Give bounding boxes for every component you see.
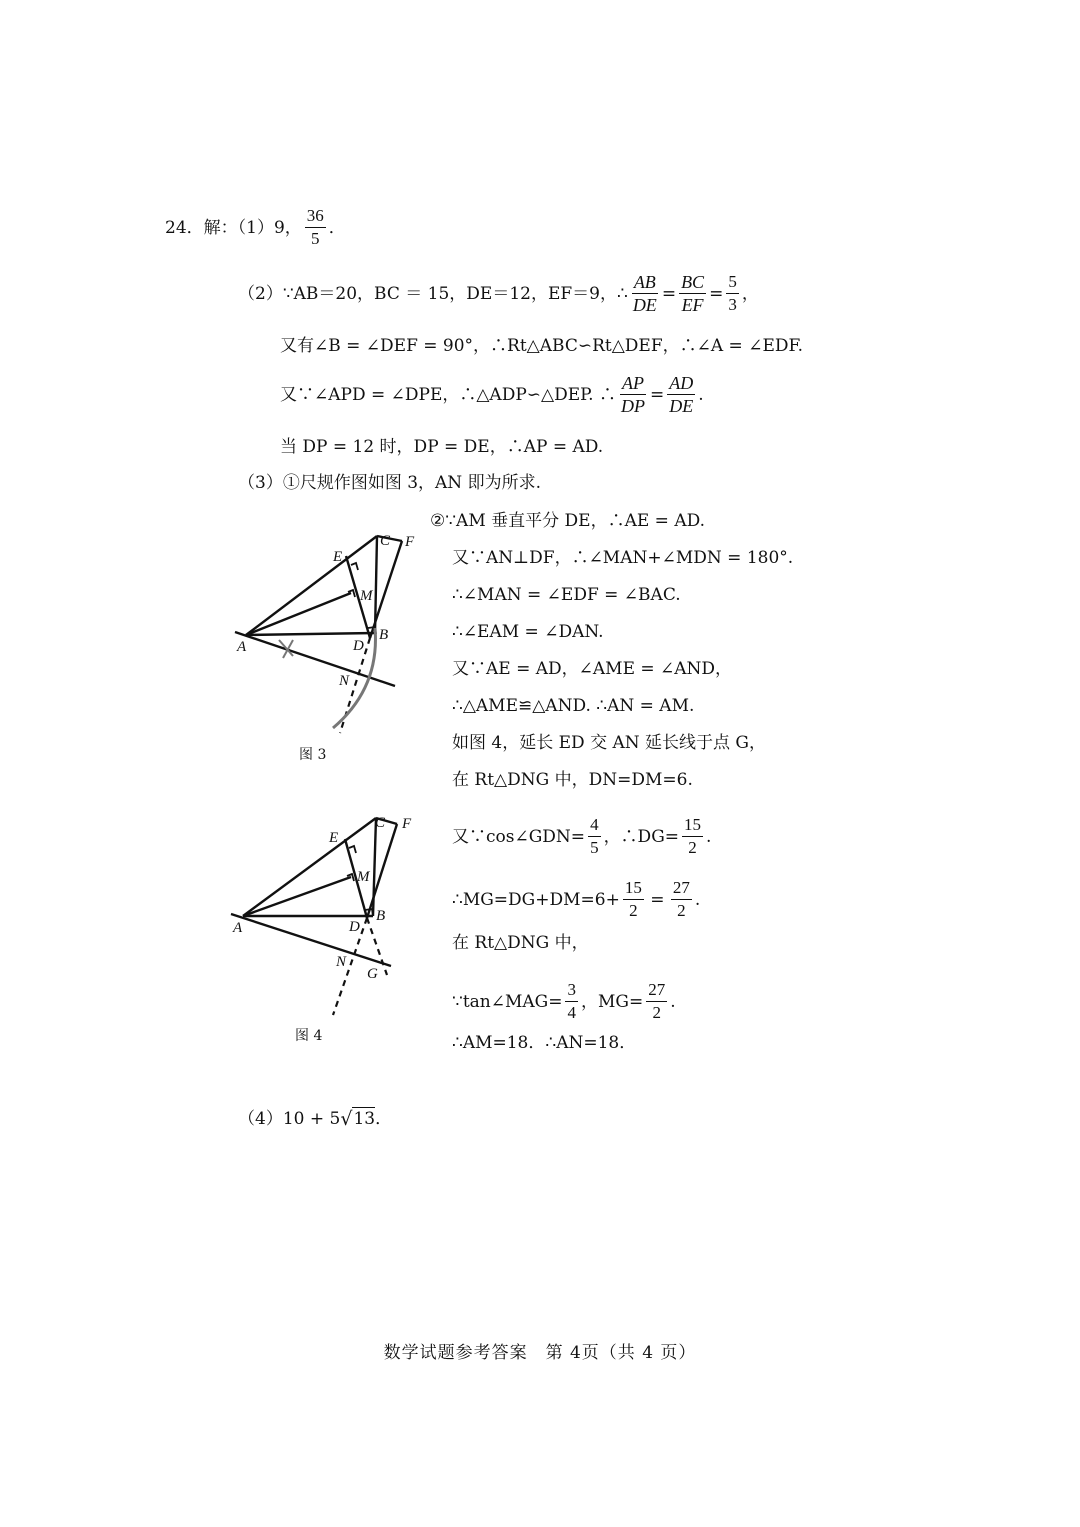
part4-label: （4） [238,1108,283,1129]
label-c: C [375,815,386,831]
part1-header: 24．解：（1）9， [165,217,302,238]
label-f: F [402,816,412,832]
label-g: G [367,966,378,982]
line-am [243,877,351,916]
equals-sign: = [661,283,677,304]
part3-right-line2: 又∵AN⊥DF，∴∠MAN+∠MDN = 180°. [452,548,794,568]
mg-eq-text: ，MG= [580,991,644,1012]
fraction-denominator: 4 [567,1003,576,1022]
fraction-numerator: 27 [671,878,692,900]
part2-fraction-bc-ef [679,272,706,315]
part3-right-line8: 在 Rt△DNG 中，DN=DM=6. [452,770,693,790]
period: . [706,826,712,847]
period: . [698,384,704,405]
fraction-denominator: DE [669,396,694,416]
part2-line3-text: 又∵∠APD = ∠DPE，∴△ADP∽△DEP. ∴ [280,384,616,405]
fraction-denominator: DE [632,295,657,315]
fraction-denominator: DP [620,396,645,416]
part2-fraction-ap-dp [619,373,647,416]
fraction-numerator: BC [681,272,705,292]
label-e: E [329,830,339,846]
part2-line1 [238,272,759,315]
part1-fraction [305,206,326,249]
period: . [694,889,701,910]
fraction-numerator: 15 [682,815,703,837]
figure-4-caption: 图 4 [295,1028,323,1044]
fraction-denominator: EF [681,295,704,315]
fraction-denominator: 5 [311,229,320,248]
line-ae [243,818,376,916]
fraction-numerator: 4 [588,815,601,837]
part3-right-line9 [452,815,711,858]
line-ab [246,633,375,635]
fraction-3-4 [565,980,578,1023]
fraction-denominator: 2 [629,901,638,920]
right-angle-mark-e [351,563,358,570]
part4-line [238,1107,392,1130]
part3-line1: （3）①尺规作图如图 3，AN 即为所求. [238,473,541,493]
fraction-denominator: 2 [652,1003,661,1022]
fraction-15-2 [682,815,703,858]
part3-right-line4: ∴∠EAM = ∠DAN. [452,622,604,642]
part2-fraction-5-3 [726,272,739,315]
part3-right-line12 [452,980,676,1023]
equals-sign: = [646,889,668,910]
label-d: D [349,919,360,935]
fraction-27-2 [646,980,667,1023]
period: . [670,991,676,1012]
fraction-numerator: 3 [565,980,578,1002]
label-f: F [405,534,415,550]
comma: ， [741,283,759,304]
page-footer: 数学试题参考答案 第 4页（共 4 页） [383,1343,697,1363]
line-am [246,593,351,635]
line-ag [231,914,391,966]
part3-right-line1: ②∵AM 垂直平分 DE，∴AE = AD. [430,511,706,531]
part3-right-line6: ∴△AME≌△AND. ∴AN = AM. [452,696,695,716]
line-an-extended [235,632,395,686]
tan-text: ∵tan∠MAG= [452,991,563,1012]
label-a: A [237,639,247,655]
fraction-numerator: 36 [305,206,326,228]
label-d: D [353,638,364,654]
label-m: M [360,588,373,604]
part2-line2: 又有∠B = ∠DEF = 90°，∴Rt△ABC∽Rt△DEF，∴∠A = ∠EDF. [280,336,804,356]
part3-right-line5: 又∵AE = AD，∠AME = ∠AND， [452,659,733,679]
fraction-numerator: AD [669,373,694,393]
figure-3 [225,528,415,738]
part2-line4: 当 DP = 12 时，DP = DE，∴AP = AD. [280,437,604,457]
label-n: N [339,673,350,689]
sqrt-radicand: 13 [353,1109,376,1129]
fraction-denominator: 3 [728,295,737,314]
part3-right-line11: 在 Rt△DNG 中， [452,933,589,953]
part3-right-line13: ∴AM=18．∴AN=18． [452,1033,637,1053]
part2-line1-text: ∵AB＝20，BC ＝ 15，DE＝12，EF＝9，∴ [282,283,628,304]
label-b: B [376,908,386,924]
fraction-numerator: 27 [646,980,667,1002]
line-ae [246,536,377,635]
part3-right-line3: ∴∠MAN = ∠EDF = ∠BAC. [452,585,681,605]
figure-3-caption: 图 3 [299,747,327,763]
cos-text: 又∵cos∠GDN= [452,826,586,847]
sqrt-sign: √ [340,1107,353,1130]
part2-line3 [280,373,704,416]
fraction-numerator: AP [621,373,644,393]
right-angle-mark-e [349,846,356,853]
part2-fraction-ab-de [631,272,659,315]
part1-line [165,206,346,249]
part2-fraction-ad-de [667,373,695,416]
fraction-denominator: 2 [677,901,686,920]
label-e: E [333,549,343,565]
fraction-numerator: AB [633,272,656,292]
fraction-27-2 [671,878,692,921]
part3-right-line7: 如图 4，延长 ED 交 AN 延长线于点 G， [452,733,767,753]
label-m: M [357,869,370,885]
part3-right-line10 [452,878,700,921]
label-b: B [379,627,389,643]
fraction-numerator: 15 [623,878,644,900]
fraction-denominator: 2 [688,838,697,857]
fraction-15-2 [623,878,644,921]
part1-end: ． [328,217,346,238]
label-c: C [380,533,391,549]
fraction-denominator: 5 [590,838,599,857]
fraction-numerator: 5 [726,272,739,294]
dg-text: ，∴DG= [603,826,680,847]
line-fd [367,824,397,918]
equals-sign: = [709,283,724,304]
figure-4 [225,810,415,1020]
label-a: A [233,920,243,936]
part4-end: ． [375,1108,393,1129]
fraction-4-5 [588,815,601,858]
equals-sign: = [649,384,665,405]
part2-label: （2） [238,283,283,304]
part4-expression: 10 + 5 [282,1108,341,1129]
mg-text: ∴MG=DG+DM=6+ [452,889,620,910]
label-n: N [336,954,347,970]
